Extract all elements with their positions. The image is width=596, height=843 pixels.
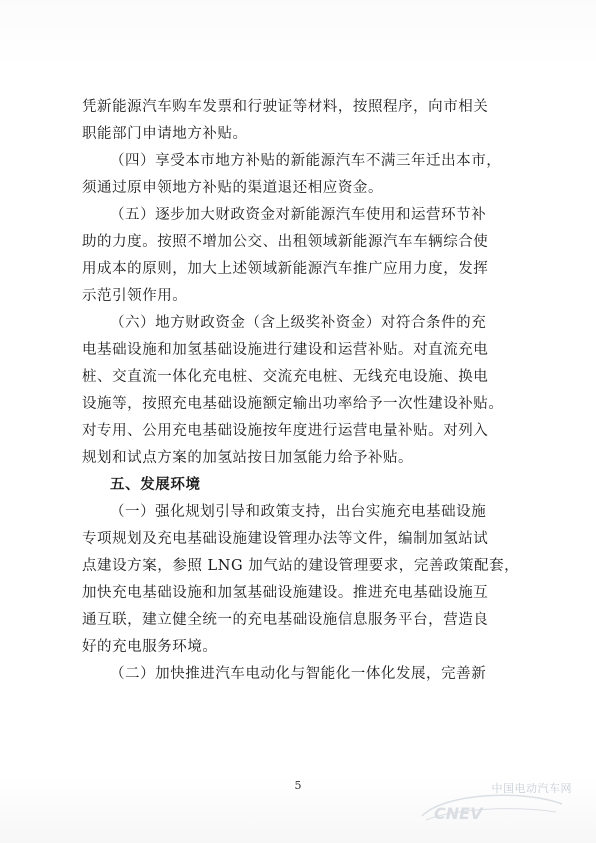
text-line: 专项规划及充电基础设施建设管理办法等文件，编制加氢站试 [82, 531, 489, 547]
text-line: 助的力度。按照不增加公交、出租领域新能源汽车车辆综合使 [82, 234, 489, 250]
text-line: 设施等，按照充电基础设施额定输出功率给予一次性建设补贴。 [82, 396, 504, 412]
paragraph-start: （四）享受本市地方补贴的新能源汽车不满三年迁出本市， [110, 153, 502, 169]
text-line: 加快充电基础设施和加氢基础设施建设。推进充电基础设施互 [82, 585, 489, 601]
section-heading: 五、发展环境 [110, 477, 201, 493]
paragraph-start: （六）地方财政资金（含上级奖补资金）对符合条件的充 [110, 315, 487, 331]
text-line: 用成本的原则，加大上述领域新能源汽车推广应用力度，发挥 [82, 261, 489, 277]
page-number: 5 [294, 779, 302, 792]
text-line: 须通过原申领地方补贴的渠道退还相应资金。 [82, 180, 383, 196]
text-line: 点建设方案，参照 LNG 加气站的建设管理要求，完善政策配套， [82, 558, 520, 574]
text-line: 电基础设施和加氢基础设施进行建设和运营补贴。对直流充电 [82, 342, 489, 358]
watermark-logo-text: CNEV [434, 804, 483, 823]
text-line: 好的充电服务环境。 [82, 639, 218, 655]
text-line: 对专用、公用充电基础设施按年度进行运营电量补贴。对列入 [82, 423, 489, 439]
watermark-text: 中国电动汽车网 [491, 782, 572, 795]
text-line: 凭新能源汽车购车发票和行驶证等材料，按照程序，向市相关 [82, 99, 489, 115]
document-body [82, 98, 522, 683]
text-line: 通互联，建立健全统一的充电基础设施信息服务平台，营造良 [82, 612, 489, 628]
text-line: 职能部门申请地方补贴。 [82, 126, 248, 142]
text-line: 规划和试点方案的加氢站按日加氢能力给予补贴。 [82, 450, 414, 466]
paragraph-start: （一）强化规划引导和政策支持，出台实施充电基础设施 [110, 504, 487, 520]
text-line: 示范引领作用。 [82, 288, 188, 304]
text-line: 桩、交直流一体化充电桩、交流充电桩、无线充电设施、换电 [82, 369, 489, 385]
paragraph-start: （二）加快推进汽车电动化与智能化一体化发展，完善新 [110, 666, 487, 682]
paragraph-start: （五）逐步加大财政资金对新能源汽车使用和运营环节补 [110, 207, 487, 223]
